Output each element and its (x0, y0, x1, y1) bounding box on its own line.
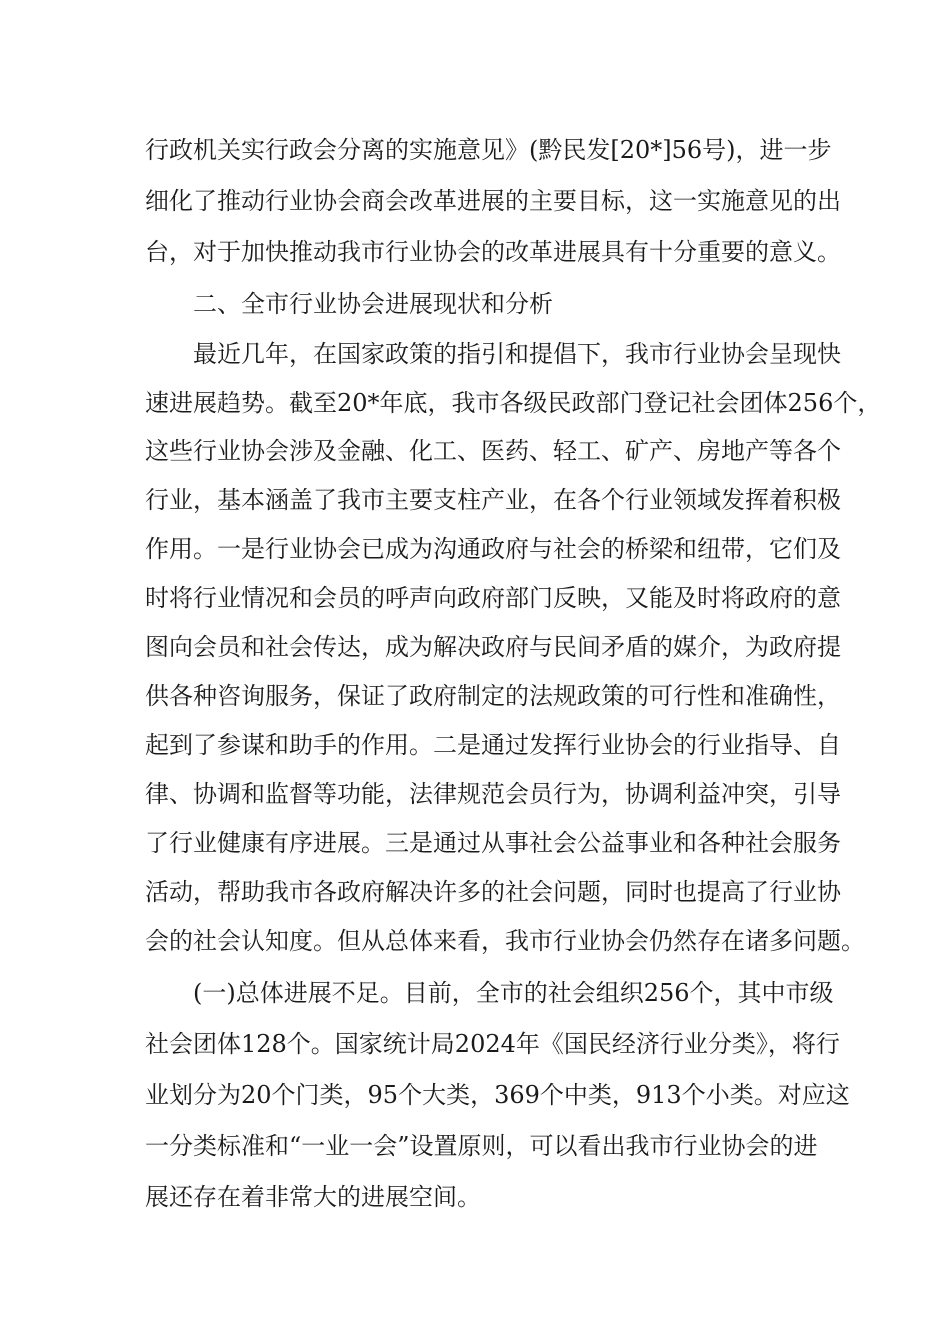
paragraph-line: 了行业健康有序进展。三是通过从事社会公益事业和各种社会服务 (145, 829, 841, 857)
paragraph-line: 时将行业情况和会员的呼声向政府部门反映，又能及时将政府的意 (145, 584, 841, 612)
paragraph-line: 活动，帮助我市各政府解决许多的社会问题，同时也提高了行业协 (145, 878, 841, 906)
paragraph-line: 律、协调和监督等功能，法律规范会员行为，协调利益冲突，引导 (145, 780, 841, 808)
paragraph-line: 行业，基本涵盖了我市主要支柱产业，在各个行业领域发挥着积极 (145, 486, 841, 514)
paragraph-line: 行政机关实行政会分离的实施意见》(黔民发[20*]56号)，进一步 (145, 136, 832, 164)
paragraph-line: 会的社会认知度。但从总体来看，我市行业协会仍然存在诸多问题。 (145, 927, 865, 955)
paragraph-line: 作用。一是行业协会已成为沟通政府与社会的桥梁和纽带，它们及 (145, 535, 841, 563)
paragraph-line: 业划分为20个门类，95个大类，369个中类，913个小类。对应这 (145, 1081, 850, 1109)
paragraph-line: 展还存在着非常大的进展空间。 (145, 1183, 481, 1211)
paragraph-line: 最近几年，在国家政策的指引和提倡下，我市行业协会呈现快 (193, 340, 841, 368)
paragraph-line: 图向会员和社会传达，成为解决政府与民间矛盾的媒介，为政府提 (145, 633, 841, 661)
paragraph-line: (一)总体进展不足。目前，全市的社会组织256个，其中市级 (193, 979, 834, 1007)
paragraph-line: 社会团体128个。国家统计局2024年《国民经济行业分类》，将行 (145, 1030, 840, 1058)
paragraph-line: 供各种咨询服务，保证了政府制定的法规政策的可行性和准确性， (145, 682, 841, 710)
paragraph-line: 速进展趋势。截至20*年底，我市各级民政部门登记社会团体256个， (145, 389, 882, 417)
paragraph-line: 起到了参谋和助手的作用。二是通过发挥行业协会的行业指导、自 (145, 731, 841, 759)
paragraph-line: 台，对于加快推动我市行业协会的改革进展具有十分重要的意义。 (145, 238, 841, 266)
section-heading: 二、全市行业协会进展现状和分析 (193, 290, 553, 318)
paragraph-line: 一分类标准和“一业一会”设置原则，可以看出我市行业协会的进 (145, 1132, 818, 1160)
paragraph-line: 这些行业协会涉及金融、化工、医药、轻工、矿产、房地产等各个 (145, 437, 841, 465)
paragraph-line: 细化了推动行业协会商会改革进展的主要目标，这一实施意见的出 (145, 187, 841, 215)
